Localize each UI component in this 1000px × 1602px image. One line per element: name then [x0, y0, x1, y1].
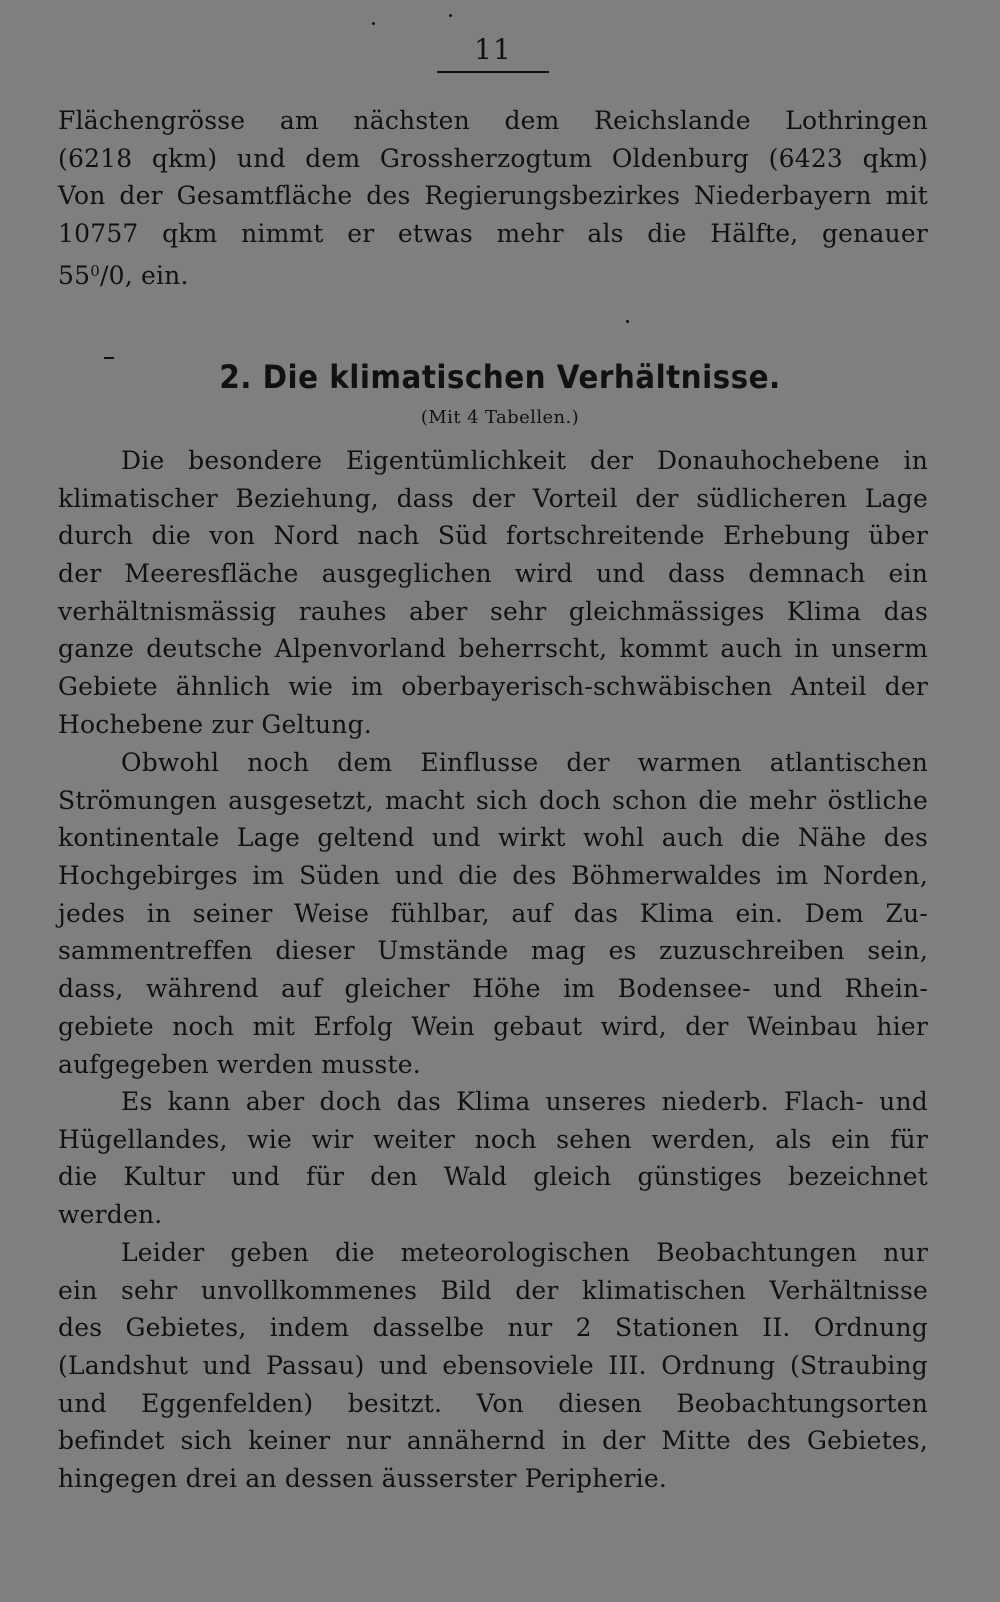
text-line [58, 253, 928, 291]
text-line: klimatischer Beziehung, dass der Vorteil der südlicheren Lage [58, 483, 928, 513]
text-line: (6218 qkm) und dem Grossherzogtum Oldenburg (6423 qkm) [58, 143, 928, 173]
text-line: (Landshut und Passau) und ebensoviele III. Ordnung (Straubing [58, 1351, 928, 1381]
text-line: die Kultur und für den Wald gleich günstiges bezeichnet [58, 1162, 928, 1192]
text-line: Obwohl noch dem Einflusse der warmen atlantischen [121, 748, 928, 777]
section-heading: 2. Die klimatischen Verhältnisse. [219, 358, 781, 396]
text-line: Es kann aber doch das Klima unseres niederb. Flach- und [121, 1087, 928, 1116]
text-line: dass, während auf gleicher Höhe im Bodensee- und Rhein- [58, 974, 928, 1004]
scan-speck [626, 320, 629, 323]
text-line: ganze deutsche Alpenvorland beherrscht, kommt auch in unserm [58, 634, 928, 664]
text-line: Hügellandes, wie wir weiter noch sehen werden, als ein für [58, 1124, 928, 1154]
scan-speck [372, 22, 375, 25]
section-subheading: (Mit 4 Tabellen.) [420, 407, 580, 428]
text-line: und Eggenfelden) besitzt. Von diesen Beobachtungsorten [58, 1388, 928, 1418]
text-line: des Gebietes, indem dasselbe nur 2 Stationen II. Ordnung [58, 1313, 928, 1343]
text-line: Leider geben die meteorologischen Beobachtungen nur [121, 1238, 928, 1267]
text-line: Flächengrösse am nächsten dem Reichslande Lothringen [58, 106, 928, 135]
text-line: durch die von Nord nach Süd fortschreitende Erhebung über [58, 521, 928, 551]
percent-value: 55 [58, 260, 91, 290]
text-line: gebiete noch mit Erfolg Wein gebaut wird, der Weinbau hier [58, 1011, 928, 1041]
scan-speck [449, 14, 452, 17]
scan-speck [104, 357, 114, 359]
percent-superscript: 0 [90, 261, 100, 280]
paragraph-4 [58, 1083, 928, 1234]
paragraph-3 [58, 744, 928, 1083]
paragraph-1 [58, 102, 928, 290]
text-line: der Meeresfläche ausgeglichen wird und dass demnach ein [58, 559, 928, 589]
text-line: ein sehr unvollkommenes Bild der klimatischen Verhältnisse [58, 1275, 928, 1305]
text-line: befindet sich keiner nur annähernd in der Mitte des Gebietes, [58, 1426, 928, 1456]
text-line: hingegen drei an dessen äusserster Peripherie. [58, 1464, 667, 1494]
text-line: 10757 qkm nimmt er etwas mehr als die Hälfte, genauer [58, 219, 928, 249]
paragraph-5 [58, 1234, 928, 1498]
text-line: Die besondere Eigentümlichkeit der Donauhochebene in [121, 446, 928, 475]
page-number: 11 [474, 33, 512, 66]
text-line: Von der Gesamtfläche des Regierungsbezirkes Niederbayern mit [58, 181, 928, 211]
text-line: jedes in seiner Weise fühlbar, auf das Klima ein. Dem Zu- [58, 898, 928, 928]
text-line: verhältnismässig rauhes aber sehr gleichmässiges Klima das [58, 596, 928, 626]
text-line: sammentreffen dieser Umstände mag es zuzuschreiben sein, [58, 936, 928, 966]
text-line: Strömungen ausgesetzt, macht sich doch schon die mehr östliche [58, 785, 928, 815]
page-number-rule [437, 71, 549, 73]
text-line: Hochgebirges im Süden und die des Böhmerwaldes im Norden, [58, 861, 928, 891]
text-line: kontinentale Lage geltend und wirkt wohl auch die Nähe des [58, 823, 928, 853]
text-line: werden. [58, 1200, 163, 1230]
text-line: aufgegeben werden musste. [58, 1049, 421, 1079]
text-line: Gebiete ähnlich wie im oberbayerisch-schwäbischen Anteil der [58, 672, 928, 702]
percent-suffix: /0, ein. [99, 260, 189, 290]
paragraph-2 [58, 442, 928, 744]
text-line: Hochebene zur Geltung. [58, 709, 372, 739]
